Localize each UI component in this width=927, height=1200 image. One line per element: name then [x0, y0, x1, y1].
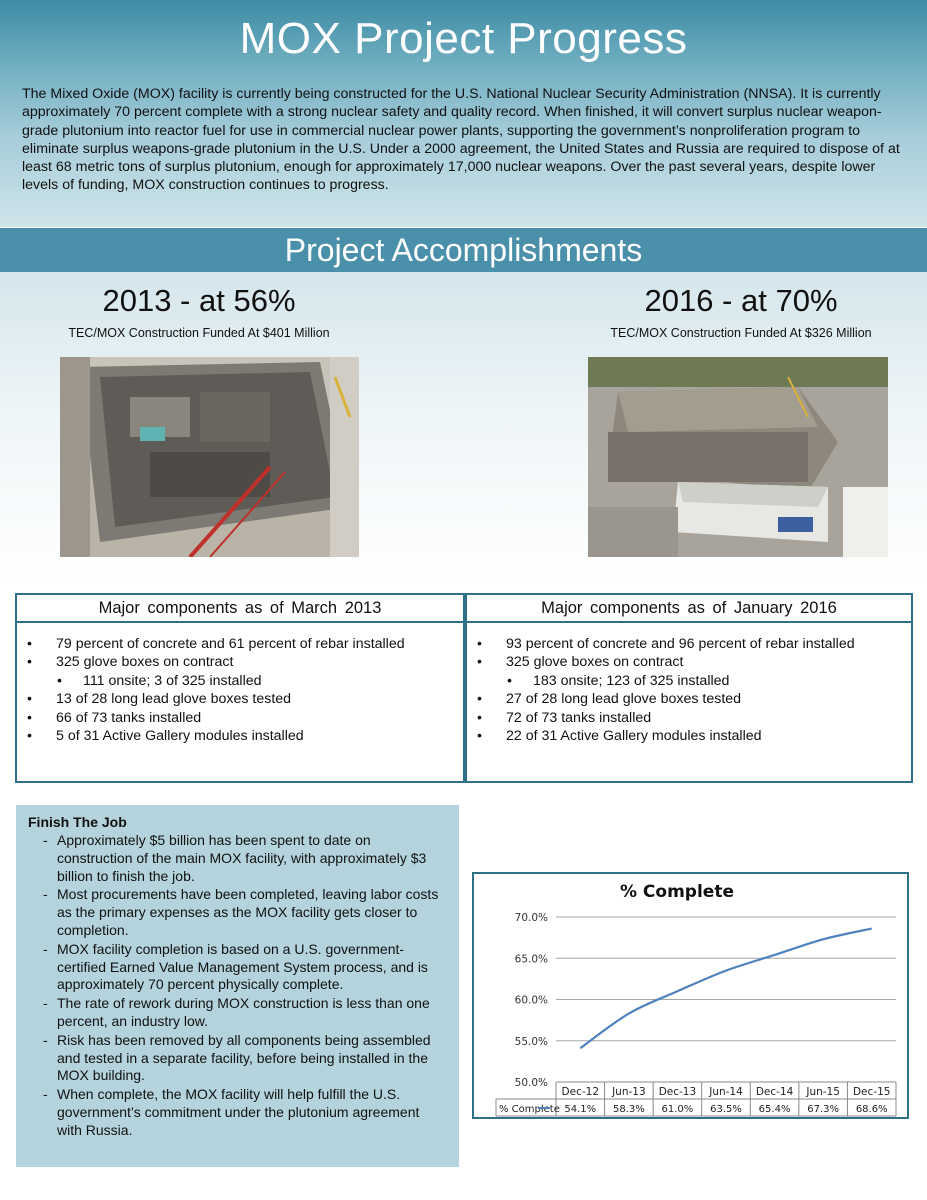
- components-2013-title: Major components as of March 2013: [17, 595, 463, 623]
- list-item: - When complete, the MOX facility will help fulfill the U.S. government’s commitment under the plutonium agreement with Russia.: [28, 1086, 445, 1139]
- data-label: 54.1%: [564, 1104, 597, 1115]
- list-item: • 22 of 31 Active Gallery modules installed: [467, 727, 911, 745]
- list-item: • 5 of 31 Active Gallery modules installed: [17, 727, 463, 745]
- data-label: 68.6%: [855, 1104, 888, 1115]
- funding-2013: TEC/MOX Construction Funded At $401 Million: [68, 326, 330, 340]
- y-tick-label: 55.0%: [514, 1035, 548, 1048]
- accomplishments-band: [0, 228, 927, 272]
- construction-photo-2016: [588, 357, 888, 557]
- x-category-label: Jun-14: [709, 1086, 743, 1098]
- x-category-label: Dec-14: [755, 1086, 794, 1098]
- x-category-label: Dec-15: [852, 1086, 891, 1098]
- list-item: • 66 of 73 tanks installed: [17, 709, 463, 727]
- intro-paragraph: The Mixed Oxide (MOX) facility is currently being constructed for the U.S. National Nuclear Security Administration (NNSA). It is currently approximately 70 percent complete with a strong nuclear safety and quality record. When finished, it will convert surplus nuclear weapon-grade plutonium into reactor fuel for use in commercial nuclear power plants, supporting the government’s nonproliferation program to eliminate surplus weapons-grade plutonium in the U.S. Under a 2000 agreement, the United States and Russia are required to dispose of at least 68 metric tons of surplus plutonium, enough for approximately 17,000 nuclear weapons. Over the past several years, despite lower levels of funding, MOX construction continues to progress.: [22, 86, 900, 194]
- x-category-label: Dec-12: [561, 1086, 600, 1098]
- y-tick-label: 50.0%: [514, 1077, 548, 1089]
- list-item: • 111 onsite; 3 of 325 installed: [17, 672, 463, 690]
- list-item: - Most procurements have been completed, leaving labor costs as the primary expenses as the MOX facility gets closer to completion.: [28, 886, 445, 939]
- year-2016-title: 2016 - at 70%: [644, 283, 838, 318]
- components-2013-list: [17, 623, 463, 745]
- list-item: • 183 onsite; 123 of 325 installed: [467, 672, 911, 690]
- components-2013-box: [15, 593, 465, 783]
- y-tick-label: 60.0%: [514, 994, 548, 1007]
- list-item: • 325 glove boxes on contract: [17, 653, 463, 671]
- components-2016-title: Major components as of January 2016: [467, 595, 911, 623]
- year-2013-title: 2013 - at 56%: [102, 283, 296, 318]
- list-item: • 325 glove boxes on contract: [467, 653, 911, 671]
- list-item: • 27 of 28 long lead glove boxes tested: [467, 690, 911, 708]
- x-category-label: Dec-13: [658, 1086, 697, 1098]
- list-item: - The rate of rework during MOX construction is less than one percent, an industry low.: [28, 995, 445, 1031]
- percent-complete-chart: [472, 872, 909, 1119]
- list-item: • 79 percent of concrete and 61 percent of rebar installed: [17, 635, 463, 653]
- finish-title: Finish The Job: [28, 814, 127, 830]
- accomplishments-title: Project Accomplishments: [284, 232, 643, 268]
- x-category-label: Jun-15: [806, 1086, 840, 1098]
- series-line: [580, 929, 871, 1049]
- page-title: MOX Project Progress: [239, 14, 688, 63]
- y-tick-label: 65.0%: [514, 953, 548, 966]
- hero-section: [0, 0, 927, 227]
- list-item: - Risk has been removed by all components being assembled and tested in a separate facility, before being installed in the MOX building.: [28, 1032, 445, 1085]
- legend-series-name: % Complete: [499, 1104, 560, 1115]
- x-category-label: Jun-13: [612, 1086, 646, 1098]
- data-label: 63.5%: [710, 1104, 742, 1115]
- chart-canvas: [474, 874, 907, 1117]
- data-label: 65.4%: [758, 1104, 791, 1115]
- chart-title: % Complete: [619, 882, 735, 902]
- y-tick-label: 70.0%: [514, 912, 548, 924]
- list-item: • 72 of 73 tanks installed: [467, 709, 911, 727]
- list-item: - MOX facility completion is based on a U.S. government-certified Earned Value Management System process, and is approximately 70 percent physically complete.: [28, 941, 445, 994]
- list-item: • 93 percent of concrete and 96 percent of rebar installed: [467, 635, 911, 653]
- funding-2016: TEC/MOX Construction Funded At $326 Million: [610, 326, 872, 340]
- finish-the-job-panel: [16, 805, 459, 1167]
- components-2016-list: [467, 623, 911, 745]
- data-label: 58.3%: [612, 1104, 645, 1115]
- data-label: 61.0%: [661, 1104, 694, 1115]
- data-label: 67.3%: [807, 1104, 840, 1115]
- components-2016-box: [465, 593, 913, 783]
- list-item: - Approximately $5 billion has been spent to date on construction of the main MOX facility, with approximately $3 billion to finish the job.: [28, 832, 445, 885]
- construction-photo-2013: [60, 357, 359, 557]
- list-item: • 13 of 28 long lead glove boxes tested: [17, 690, 463, 708]
- finish-list: [28, 832, 445, 1140]
